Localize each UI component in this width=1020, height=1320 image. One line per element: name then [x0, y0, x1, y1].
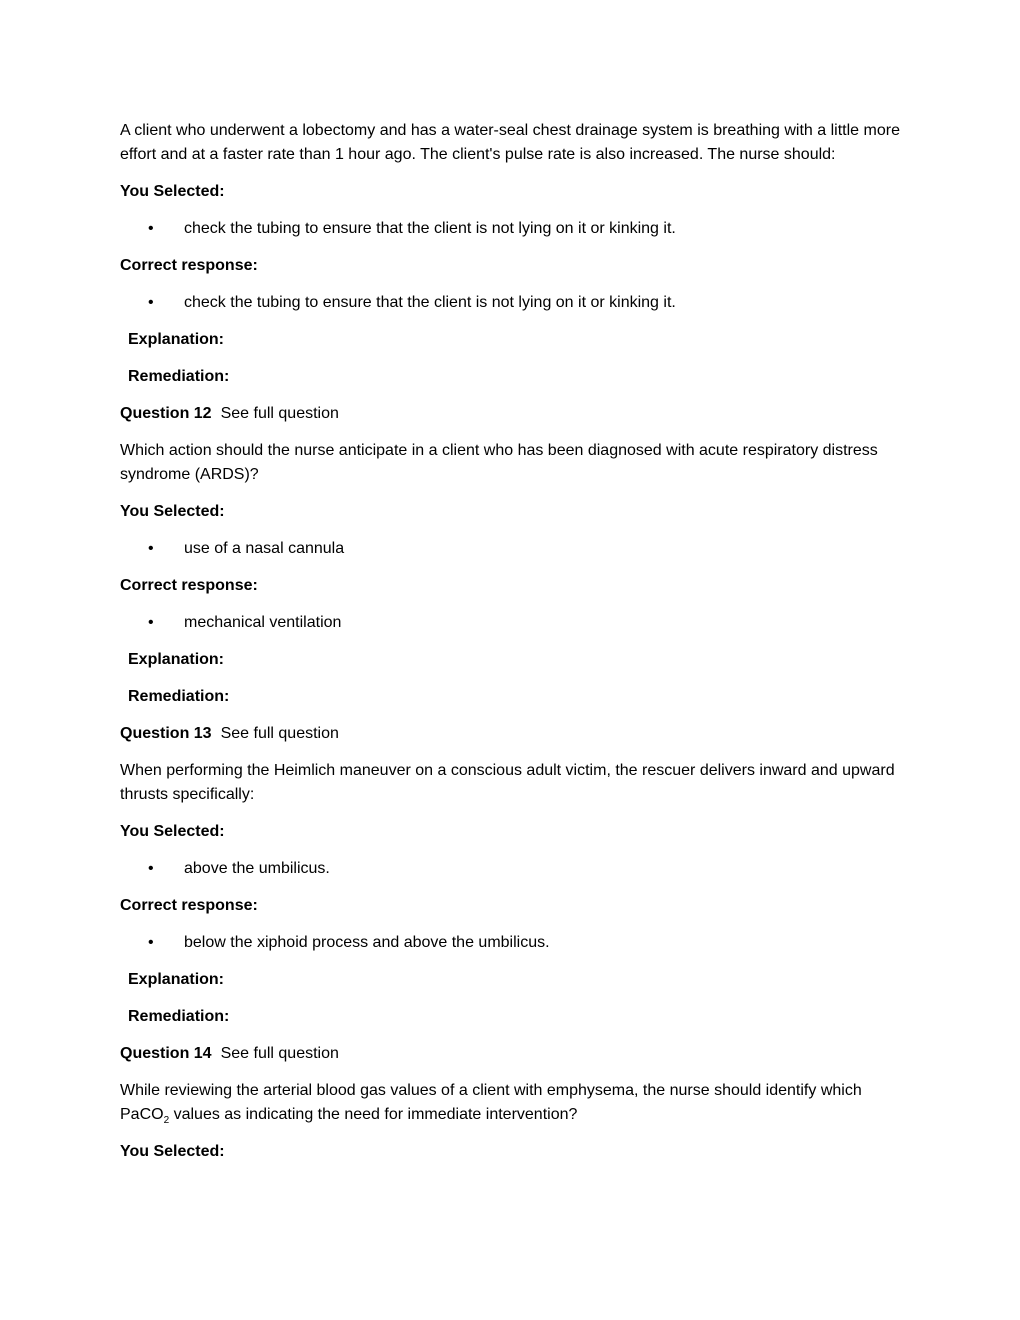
q13-correct-answer [120, 931, 910, 955]
q12-selected-text: use of a nasal cannula [184, 540, 345, 557]
question-14-see-full-link[interactable]: See full question [220, 1045, 339, 1062]
question-12-header [120, 402, 910, 426]
q14-you-selected-label: You Selected: [120, 1143, 225, 1160]
question-12-see-full-link[interactable]: See full question [220, 405, 339, 422]
question-14-number: Question 14 [120, 1045, 212, 1062]
bullet-icon: • [148, 540, 154, 557]
q12-correct-answer [120, 611, 910, 635]
q11-correct-text: check the tubing to ensure that the client is not lying on it or kinking it. [184, 294, 676, 311]
q13-correct-label: Correct response: [120, 897, 258, 914]
question-14-subscript: 2 [163, 1115, 170, 1127]
q13-selected-text: above the umbilicus. [184, 860, 330, 877]
question-12-text: Which action should the nurse anticipate in a client who has been diagnosed with acute respiratory distress syndrome (ARDS)? [120, 442, 878, 483]
question-13-text: When performing the Heimlich maneuver on a conscious adult victim, the rescuer delivers inward and upward thrusts specifically: [120, 762, 895, 803]
document-page [120, 119, 910, 1177]
q11-you-selected-label: You Selected: [120, 183, 225, 200]
q13-correct-text: below the xiphoid process and above the umbilicus. [184, 934, 550, 951]
q12-selected-answer [120, 537, 910, 561]
question-13-number: Question 13 [120, 725, 212, 742]
question-12-number: Question 12 [120, 405, 212, 422]
q12-correct-text: mechanical ventilation [184, 614, 342, 631]
bullet-icon: • [148, 860, 154, 877]
question-14-text-start: While reviewing the arterial blood gas values of a client with emphysema, the nurse should identify which PaCO [120, 1082, 862, 1123]
q12-explanation-label: Explanation: [128, 651, 225, 668]
question-14-text [120, 1079, 910, 1127]
question-13-see-full-link[interactable]: See full question [220, 725, 339, 742]
bullet-icon: • [148, 294, 154, 311]
q11-remediation-label: Remediation: [128, 368, 230, 385]
question-13-header [120, 722, 910, 746]
bullet-icon: • [148, 614, 154, 631]
q11-correct-answer [120, 291, 910, 315]
q11-selected-text: check the tubing to ensure that the client is not lying on it or kinking it. [184, 220, 676, 237]
question-11-text: A client who underwent a lobectomy and has a water-seal chest drainage system is breathing with a little more effort and at a faster rate than 1 hour ago. The client's pulse rate is also increased. The nurse should: [120, 122, 900, 163]
q12-you-selected-label: You Selected: [120, 503, 225, 520]
q11-correct-label: Correct response: [120, 257, 258, 274]
q13-selected-answer [120, 857, 910, 881]
q12-remediation-label: Remediation: [128, 688, 230, 705]
q11-explanation-label: Explanation: [128, 331, 225, 348]
q13-explanation-label: Explanation: [128, 971, 225, 988]
q13-you-selected-label: You Selected: [120, 823, 225, 840]
question-14-text-end: values as indicating the need for immediate intervention? [169, 1106, 578, 1123]
question-14-header [120, 1042, 910, 1066]
q12-correct-label: Correct response: [120, 577, 258, 594]
bullet-icon: • [148, 220, 154, 237]
q11-selected-answer [120, 217, 910, 241]
q13-remediation-label: Remediation: [128, 1008, 230, 1025]
bullet-icon: • [148, 934, 154, 951]
